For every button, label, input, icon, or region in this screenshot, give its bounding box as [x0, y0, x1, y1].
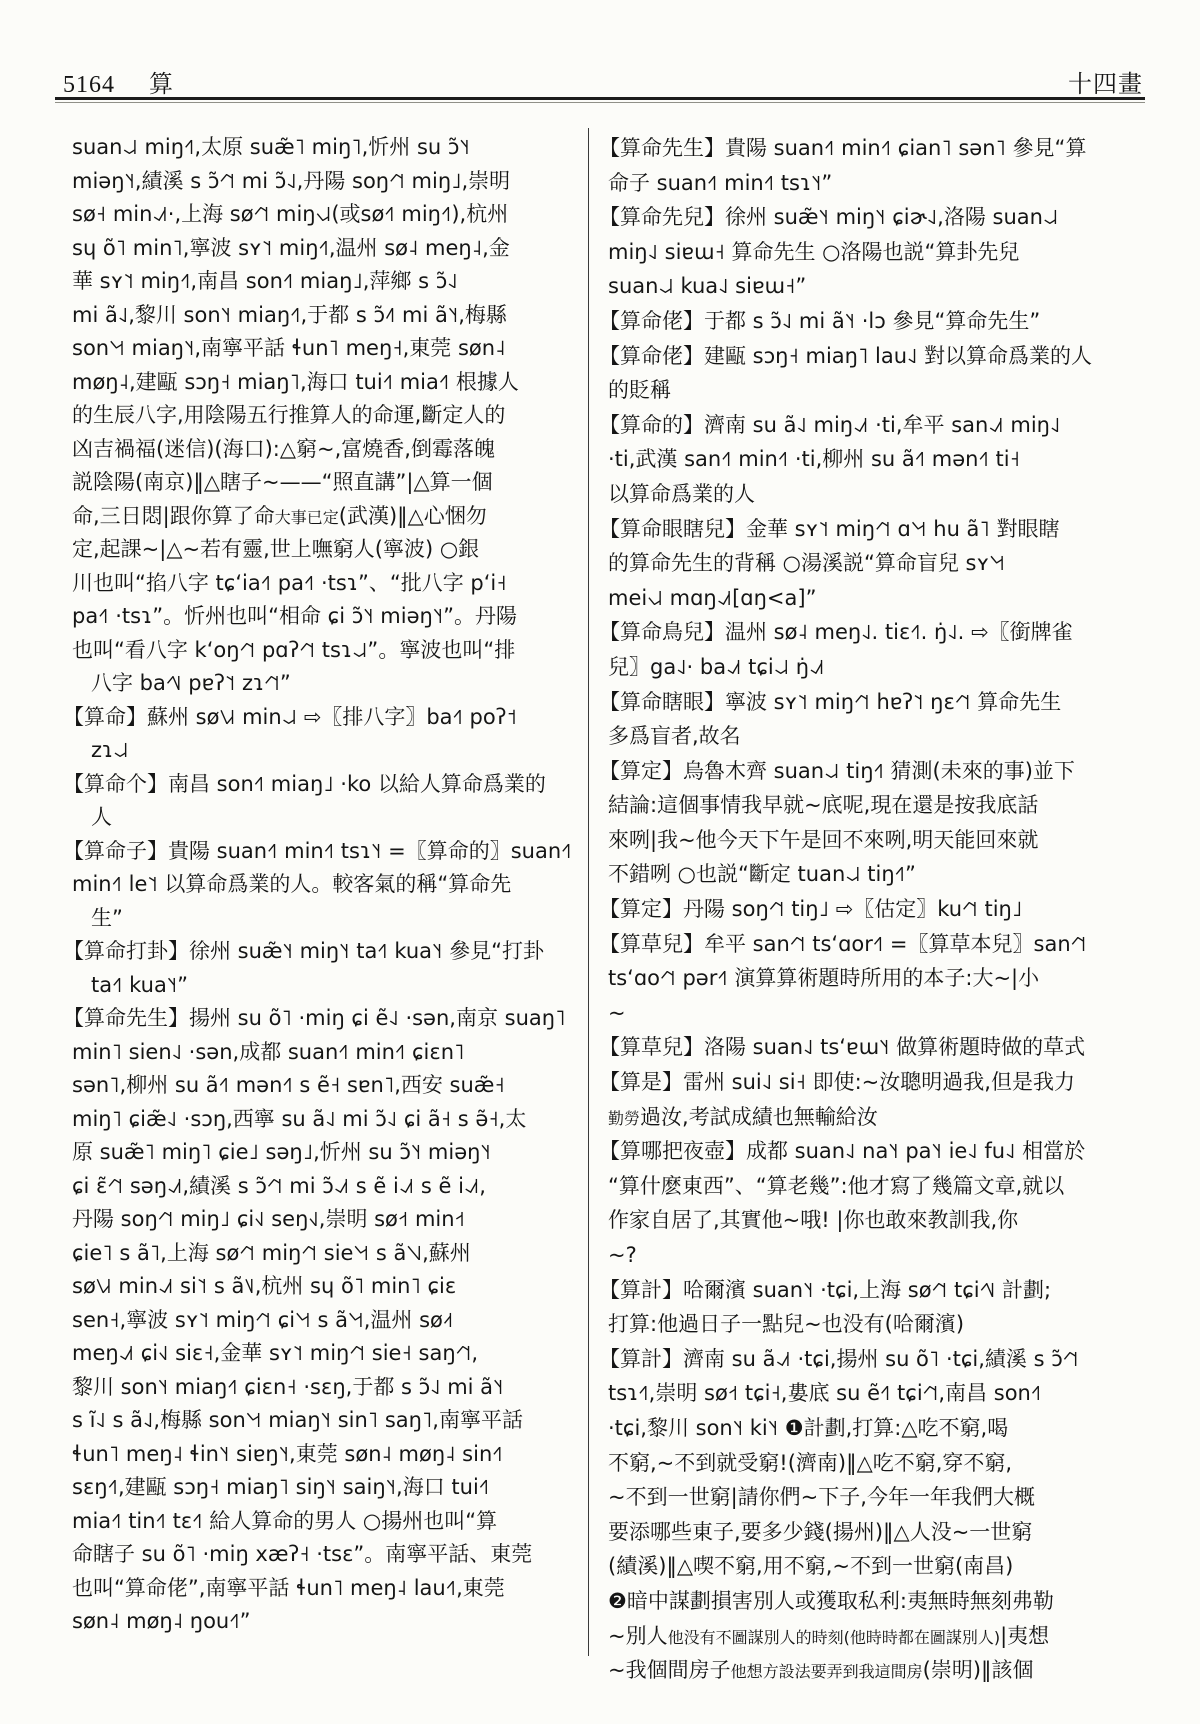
line-text: miŋ˥ ɕiæ̃˨˩ ·sɔŋ,西寧 su ã˨˩ mi ɔ̃˨˩ ɕi ã˧ s ə̃˧,太 [72, 1106, 527, 1131]
left-column [63, 131, 581, 1639]
line-text: 凶吉禍福(迷信)(海口):△窮~,富燒香,倒霉落魄 [72, 436, 495, 461]
dictionary-line [63, 1337, 581, 1371]
line-text: ~別人 [608, 1623, 668, 1648]
dictionary-line [599, 754, 1147, 789]
line-annotation-small: 大事已定 [274, 507, 339, 527]
line-text: 來咧|我~他今天下午是回不來咧,明天能回來就 [608, 827, 1039, 852]
line-text: 人 [91, 805, 112, 829]
line-text: 多爲盲者,故名 [608, 724, 741, 749]
line-text: 【算命先生】揚州 su õ˥ ·miŋ ɕi ẽ˨˩ ·sən,南京 suaŋ˥ [63, 1006, 566, 1030]
dictionary-line [599, 788, 1147, 823]
dictionary-line [63, 1572, 581, 1606]
header-right [1068, 64, 1143, 99]
dictionary-line [599, 615, 1147, 650]
line-text: 【算命眼瞎兒】金華 sʏ˥˦ miŋ˧˥˦ ɑ˥˧˦ hu ã˥ 對眼瞎 [599, 516, 1060, 541]
dictionary-line [63, 366, 581, 400]
dictionary-line [63, 1471, 581, 1505]
dictionary-line [63, 734, 581, 768]
dictionary-line [599, 996, 1147, 1031]
dictionary-line [599, 892, 1147, 927]
dictionary-line [63, 1069, 581, 1103]
line-text: 也叫“看八字 kʻoŋ˧˥˦ pɑʔ˧˥˦ tsɿ˨˩˨”。寧波也叫“排 [72, 637, 516, 662]
dictionary-line [63, 634, 581, 668]
line-text: (武漢)‖△心悃勿 [338, 503, 487, 528]
line-text: miəŋ˥˧,績溪 s ɔ̃˧˥˦ mi ɔ̃˨˩,丹陽 soŋ˧˥˦ miŋ˩,崇明 [72, 168, 511, 193]
line-text: 【算計】濟南 su ã˨˩˦ ·tɕi,揚州 su õ˥ ·tɕi,績溪 s ɔ̃˧˥˦ [599, 1346, 1079, 1371]
line-text: 的生辰八字,用陰陽五行推算人的命運,斷定人的 [72, 403, 506, 427]
line-text: sen˧,寧波 sʏ˥˦ miŋ˧˥˦ ɕi˥˧˦ s ã˥˧˦,温州 sø˨˦ [72, 1307, 454, 1332]
dictionary-line [63, 902, 581, 936]
dictionary-line [599, 442, 1147, 477]
line-text: 【算命子】貴陽 suan˧˥ min˧˥ tsɿ˥˧ =〖算命的〗suan˧˥ [63, 838, 572, 863]
line-annotation-small: 他没有不圖謀別人的時刻(他時時都在圖謀別人) [667, 1627, 1001, 1647]
line-text: zɿ˨˩˨ [91, 738, 129, 762]
dictionary-line [63, 1505, 581, 1539]
dictionary-line [599, 1584, 1147, 1619]
dictionary-line [63, 165, 581, 199]
line-text: ~ [608, 1000, 626, 1025]
dictionary-line [63, 768, 581, 802]
line-text: 【算草兒】洛陽 suan˨˩ tsʻɐɯ˥˧ 做算術題時做的草式 [599, 1035, 1086, 1060]
dictionary-line [599, 581, 1147, 616]
line-text: sən˥,柳州 su ã˧˥ mən˧˥ s ẽ˧ sɐn˥,西安 suæ̃˧ [72, 1073, 505, 1097]
dictionary-line [63, 600, 581, 634]
dictionary-line [599, 304, 1147, 339]
line-text: ɕie˥ s ã˥,上海 sø˧˥˦ miŋ˧˥˦ sie˥˧˦ s ã˥˧˩,蘇州 [72, 1240, 471, 1265]
dictionary-line [63, 433, 581, 467]
line-text: 也叫“算命佬”,南寧平話 ɬun˥ meŋ˨ lau˧˥,東莞 [72, 1575, 505, 1600]
page-header [63, 64, 1143, 99]
line-text: sɛŋ˧˥,建甌 sɔŋ˧ miaŋ˥ siŋ˥˧ saiŋ˥˧,海口 tui˧˥ [72, 1475, 490, 1499]
line-text: 【算命佬】于都 s ɔ̃˨˩ mi ã˥˧ ·lɔ 參見“算命先生” [599, 308, 1041, 333]
dictionary-line [63, 1304, 581, 1338]
line-text: 【算命打卦】徐州 suæ̃˥˧ miŋ˥˧ ta˧˥ kua˥˧ 參見“打卦 [63, 939, 544, 963]
line-text: 【算定】烏魯木齊 suan˨˩˨ tiŋ˧˥ 猜測(未來的事)並下 [599, 758, 1075, 783]
line-text: 兒〗ga˨˩· ba˨˩˦ tɕi˨˩˨ ŋ̇˨˩˦ [608, 654, 825, 679]
dictionary-line [63, 801, 581, 835]
dictionary-line [63, 1371, 581, 1405]
dictionary-line [599, 1203, 1147, 1238]
dictionary-line [63, 1270, 581, 1304]
line-text: 丹陽 soŋ˧˥˦ miŋ˩ ɕi˧˩ seŋ˧˩,崇明 sø˧˦ min˧˦ [72, 1207, 465, 1231]
line-text: 命子 suan˧˥ min˧˥ tsɿ˥˧” [608, 170, 833, 195]
dictionary-line [599, 166, 1147, 201]
line-text: sɥ õ˥ min˥,寧波 sʏ˥˦ miŋ˧˥,温州 sø˨ meŋ˨,金 [72, 235, 510, 260]
dictionary-line [63, 667, 581, 701]
line-text: mia˧˥ tin˧˥ tɛ˧˥ 給人算命的男人 ○揚州也叫“算 [72, 1508, 498, 1533]
line-text: min˧˥ le˥˦ 以算命爲業的人。較客氣的稱“算命先 [72, 872, 512, 896]
dictionary-line [599, 961, 1147, 996]
line-text: son˥˧˦ miaŋ˥˧,南寧平話 ɬun˥ meŋ˧,東莞 søn˨ [72, 336, 506, 360]
dictionary-line [599, 235, 1147, 270]
line-text: 生” [91, 905, 123, 930]
dictionary-line [63, 1136, 581, 1170]
dictionary-line [599, 857, 1147, 892]
dictionary-line [63, 969, 581, 1003]
line-text: møŋ˨,建甌 sɔŋ˧ miaŋ˥,海口 tui˧˥ mia˧˥ 根據人 [72, 369, 519, 394]
dictionary-line [63, 1002, 581, 1036]
line-text: tsʻɑo˧˥˦ pər˧˥ 演算算術題時所用的本子:大~|小 [608, 966, 1040, 991]
line-text: ❷暗中謀劃損害別人或獲取私利:夷無時無刻弗勒 [608, 1588, 1054, 1613]
line-text: 説陰陽(南京)‖△瞎子~——“照直講”|△算一個 [72, 470, 493, 494]
dictionary-line [63, 533, 581, 567]
line-text: 以算命爲業的人 [608, 481, 755, 506]
line-text: 【算命瞎眼】寧波 sʏ˥˦ miŋ˧˥˦ hɐʔ˥˦ ŋɛ˧˥˦ 算命先生 [599, 689, 1062, 714]
dictionary-line [599, 1065, 1147, 1100]
line-text: miŋ˨˩ siɐɯ˧ 算命先生 ○洛陽也説“算卦先兒 [608, 239, 1020, 264]
line-text: 命瞎子 su õ˥ ·miŋ xæʔ˧ ·tsɛ”。南寧平話、東莞 [72, 1542, 533, 1566]
line-text: 命,三日悶|跟你算了命 [72, 503, 275, 528]
line-text: 定,起課~|△~若有靈,世上嘸窮人(寧波) ○銀 [72, 537, 480, 561]
dictionary-line [599, 1273, 1147, 1308]
line-text: mi ã˨˩,黎川 son˥˧ miaŋ˧˥,于都 s ɔ̃˨˥ mi ã˥˧,梅縣 [72, 302, 507, 327]
line-text: ~不到一世窮|請你們~下子,今年一年我們大概 [608, 1485, 1035, 1510]
dictionary-line [599, 1030, 1147, 1065]
line-text: 【算哪把夜壺】成都 suan˨˩ na˥˧ pa˥˧ ie˨˩ fu˨˩ 相當於 [599, 1139, 1086, 1164]
dictionary-line [63, 1036, 581, 1070]
dictionary-line [599, 546, 1147, 581]
dictionary-line [599, 408, 1147, 443]
dictionary-line [599, 650, 1147, 685]
dictionary-line [63, 131, 581, 165]
line-text: 過汝,考試成績也無輸給汝 [640, 1104, 878, 1129]
line-text: 原 suæ̃˥ miŋ˥ ɕie˩ səŋ˩,忻州 su ɔ̃˥˧ miəŋ˥˧ [72, 1140, 491, 1164]
dictionary-line [599, 1480, 1147, 1515]
line-text: 作家自居了,其實他~哦! |你也敢來教訓我,你 [608, 1208, 1019, 1233]
headword: 算 [149, 72, 174, 98]
line-text: (崇明)‖該個 [922, 1658, 1034, 1683]
dictionary-line [599, 1169, 1147, 1204]
line-annotation-small: 他想方設法要弄到我這間房 [730, 1662, 923, 1682]
page-number: 5164 [63, 72, 115, 98]
line-text: 的算命先生的背稱 ○湯溪説“算命盲兒 sʏ˥˧˦ [608, 551, 1006, 576]
dictionary-line [63, 935, 581, 969]
line-text: meŋ˨˩˦ ɕi˧˩ siɛ˧,金華 sʏ˥˦ miŋ˧˥˦ sie˧ saŋ˧˥˦, [72, 1341, 479, 1365]
line-text: 【算計】哈爾濱 suan˥˧ ·tɕi,上海 sø˧˥˦ tɕi˧˥˩ 計劃; [599, 1277, 1052, 1302]
dictionary-line [63, 466, 581, 500]
dictionary-line [63, 1170, 581, 1204]
dictionary-line [63, 1237, 581, 1271]
dictionary-line [599, 373, 1147, 408]
line-text: 【算是】雷州 sui˨˩ si˧ 即使:~汝聰明過我,但是我力 [599, 1070, 1075, 1095]
dictionary-line [63, 198, 581, 232]
dictionary-line [599, 1134, 1147, 1169]
header-rule [55, 97, 1145, 103]
dictionary-line [63, 701, 581, 735]
line-text: ~我個間房子 [608, 1658, 731, 1683]
line-text: 川也叫“掐八字 tɕʻia˧˥ pa˧˥ ·tsɿ”、“批八字 pʻi˧ [72, 570, 507, 595]
dictionary-line [599, 477, 1147, 512]
line-text: 【算命个】南昌 son˧˥ miaŋ˩ ·ko 以給人算命爲業的 [63, 771, 546, 796]
header-left [63, 64, 174, 99]
line-text: ɬun˥ meŋ˨ ɬin˥˧ siɐŋ˥˧,東莞 søn˨ møŋ˨ sin˧˥ [72, 1441, 503, 1466]
dictionary-line [599, 339, 1147, 374]
dictionary-line [599, 685, 1147, 720]
line-text: ~? [608, 1243, 637, 1267]
dictionary-line [599, 1307, 1147, 1342]
line-text: 【算草兒】牟平 san˧˥˦ tsʻɑor˧˥ =〖算草本兒〗san˧˥˦ [599, 931, 1087, 956]
dictionary-line [63, 1605, 581, 1639]
dictionary-line [63, 567, 581, 601]
dictionary-line [599, 269, 1147, 304]
line-text: pa˧˥ ·tsɿ”。忻州也叫“相命 ɕi ɔ̃˥˧ miəŋ˥˧”。丹陽 [72, 604, 518, 628]
dictionary-line [63, 1404, 581, 1438]
dictionary-line [599, 1619, 1147, 1654]
line-text: tsɿ˧˥,崇明 sø˧˦ tɕi˧,婁底 su ẽ˧˥ tɕi˧˥˦,南昌 son˧˥ [608, 1381, 1042, 1406]
dictionary-line [599, 1238, 1147, 1273]
line-text: 華 sʏ˥˦ miŋ˧˥,南昌 son˧˥ miaŋ˩,萍鄉 s ɔ̃˨˩ [72, 269, 458, 293]
dictionary-line [63, 1538, 581, 1572]
line-text: 【算命】蘇州 sø˥˩˧ min˨˩˨ ⇨〖排八字〗ba˧˥ poʔ˦ [63, 704, 517, 729]
dictionary-line [63, 1438, 581, 1472]
column-divider [588, 128, 589, 1656]
right-column [599, 131, 1147, 1688]
dictionary-line [599, 131, 1147, 166]
line-text: 【算命先生】貴陽 suan˧˥ min˧˥ ɕian˥ sən˥ 參見“算 [599, 136, 1087, 160]
line-text: 結論:這個事情我早就~底呢,現在還是按我底話 [608, 793, 1039, 818]
dictionary-line [599, 1411, 1147, 1446]
line-text: ·ti,武漢 san˧˥ min˧˥ ·ti,柳州 su ã˧˥ mən˧˥ ti˧ [608, 447, 1020, 472]
line-text: 不窮,~不到就受窮!(濟南)‖△吃不窮,穿不窮, [608, 1450, 1013, 1475]
line-text: 【算命先兒】徐州 suæ̃˥˧ miŋ˥˧ ɕiɚ˨˩,洛陽 suan˨˩˨ [599, 205, 1059, 230]
line-text: 不錯咧 ○也説“斷定 tuan˨˩˨ tiŋ˧˥” [608, 862, 916, 887]
dictionary-line [599, 1100, 1147, 1135]
line-text: 【算命的】濟南 su ã˨˩ miŋ˨˩˦ ·ti,牟平 san˨˩˦ miŋ˨˩ [599, 412, 1061, 437]
line-text: 的貶稱 [608, 378, 671, 403]
dictionary-line [599, 512, 1147, 547]
dictionary-line [63, 232, 581, 266]
dictionary-line [599, 1446, 1147, 1481]
line-text: min˥ sien˨˩ ·sən,成都 suan˧˥ min˧˥ ɕiɛn˥ [72, 1039, 465, 1064]
dictionary-line [599, 1515, 1147, 1550]
dictionary-line [599, 200, 1147, 235]
line-text: 【算命佬】建甌 sɔŋ˧ miaŋ˥ lau˨˩ 對以算命爲業的人 [599, 343, 1093, 368]
dictionary-line [599, 1342, 1147, 1377]
line-text: s ĩ˨˩ s ã˨˩,梅縣 son˥˧˦ miaŋ˥˧ sin˥ saŋ˥,南寧平話 [72, 1408, 523, 1432]
line-text: (績溪)‖△喫不窮,用不窮,~不到一世窮(南昌) [608, 1554, 1014, 1579]
line-text: søn˨ møŋ˨ ŋou˧˥” [72, 1609, 251, 1633]
line-text: 黎川 son˥˧ miaŋ˧˥ ɕiɛn˧ ·sɛŋ,于都 s ɔ̃˨˩ mi ã˥˧ [72, 1374, 504, 1399]
dictionary-line [63, 868, 581, 902]
line-text: sø˧ min˨˩˦·,上海 sø˧˥˦ miŋ˧˩˨(或sø˧˥ miŋ˧˥),杭州 [72, 202, 509, 226]
line-text: 要添哪些東子,要多少錢(揚州)‖△人没~一世窮 [608, 1519, 1033, 1544]
dictionary-line [599, 1376, 1147, 1411]
line-text: 【算命鳥兒】温州 sø˨ meŋ˨˩. tiɛ˧˥. ŋ̇˨˩. ⇨〖銜牌雀 [599, 620, 1073, 645]
line-text: “算什麽東西”、“算老幾”:他才寫了幾篇文章,就以 [608, 1173, 1065, 1198]
dictionary-line [599, 1549, 1147, 1584]
line-text: 八字 ba˧˥˩ pɐʔ˥˦ zɿ˧˥˦” [91, 671, 291, 695]
dictionary-line [63, 399, 581, 433]
line-text: sø˥˩˧ min˨˩˦ si˥˦ s ã˥˩,杭州 sɥ õ˥ min˥ ɕiɛ [72, 1274, 457, 1298]
dictionary-line [599, 719, 1147, 754]
dictionary-line [63, 332, 581, 366]
dictionary-line [63, 1203, 581, 1237]
dictionary-line [63, 500, 581, 534]
dictionary-line [63, 1103, 581, 1137]
dictionary-line [599, 823, 1147, 858]
line-text: 【算定】丹陽 soŋ˧˥˦ tiŋ˩ ⇨〖估定〗ku˧˥˦ tiŋ˩ [599, 897, 1023, 922]
line-text: ɕi ɛ̃˧˥˦ səŋ˨˩˦,績溪 s ɔ̃˧˥˦ mi ɔ̃˨˩˦ s ẽ i˨˩˦ s ẽ i˨˩˦, [72, 1173, 486, 1198]
dictionary-line [599, 1653, 1147, 1688]
line-text: |夷想 [1000, 1623, 1050, 1648]
dictionary-line [63, 299, 581, 333]
stroke-count-label: 十四畫 [1068, 72, 1143, 98]
line-text: suan˨˩˨ kua˨˩ siɐɯ˧” [608, 274, 807, 299]
line-text: ·tɕi,黎川 son˥˧ ki˥˧ ❶計劃,打算:△吃不窮,喝 [608, 1415, 1009, 1440]
line-text: 打算:他過日子一點兒~也没有(哈爾濱) [608, 1312, 965, 1337]
dictionary-line [63, 265, 581, 299]
dictionary-line [63, 835, 581, 869]
line-text: suan˨˩˨ miŋ˧˥,太原 suæ̃˥ miŋ˥,忻州 su ɔ̃˥˧ [72, 135, 470, 159]
line-text: ta˧˥ kua˥˧” [91, 972, 189, 997]
line-annotation-small: 勤勞 [608, 1108, 641, 1128]
dictionary-line [599, 927, 1147, 962]
line-text: mei˧˩˨ mɑŋ˨˩˦[ɑŋ<a]” [608, 585, 817, 610]
